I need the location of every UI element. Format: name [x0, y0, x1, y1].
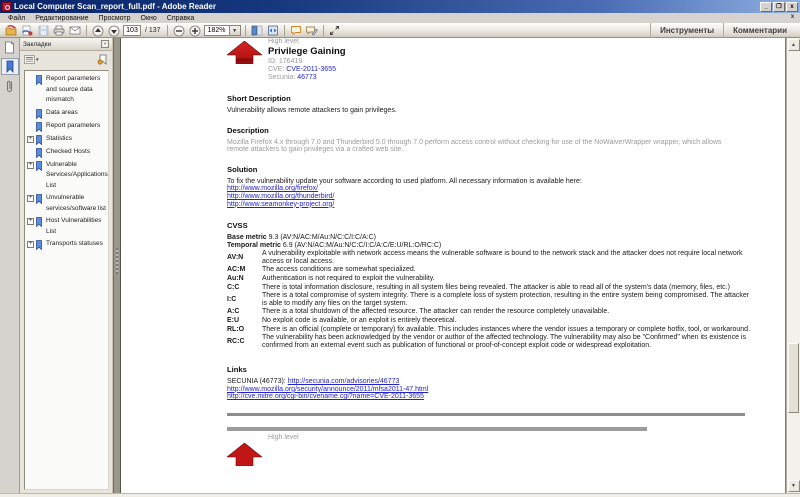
bookmark-item[interactable]	[27, 216, 107, 237]
bookmarks-panel-header	[20, 38, 112, 51]
share-document-icon[interactable]	[20, 24, 34, 37]
title-bar	[0, 0, 800, 13]
bookmark-label: Host Vulnerabilities List	[46, 217, 102, 235]
link-prefix: SECUNIA (46773):	[227, 378, 288, 386]
cvss-metric-row	[227, 250, 752, 265]
metric-code: AV:N	[227, 253, 244, 261]
metric-code: RC:C	[227, 337, 245, 345]
vulnerability-title: Privilege Gaining	[268, 46, 346, 57]
print-icon[interactable]	[52, 24, 66, 37]
bookmarks-tree	[24, 70, 109, 490]
links-list	[227, 378, 752, 401]
next-vulnerability-header	[227, 434, 752, 453]
next-page-icon[interactable]	[107, 24, 121, 37]
description-body: Mozilla Firefox 4.x through 7.0 and Thunderbird 5.0 through 7.0 perform access control without checking for use of the NoWaiverWrapper wrapper, which allows remote attackers to gain privileges via a crafted web site.	[227, 138, 722, 154]
secunia-link[interactable]: 46773	[297, 74, 317, 82]
reference-link-row	[227, 393, 752, 401]
bookmark-item[interactable]	[27, 239, 107, 250]
menu-item[interactable]: Справка	[166, 14, 195, 22]
bookmark-item[interactable]	[27, 193, 107, 214]
reference-link[interactable]: http://cve.mitre.org/cgi-bin/cvename.cgi?name=CVE-2011-3655	[227, 393, 424, 401]
bookmark-icon	[35, 74, 45, 85]
bookmark-label: Unvulnerable services/software list	[46, 194, 106, 212]
bookmark-icon	[35, 193, 45, 204]
metric-description: The access conditions are somewhat specialized.	[262, 266, 416, 274]
vertical-scrollbar[interactable]	[786, 38, 800, 493]
bookmark-label: Report parameters and source data mismatch	[46, 75, 101, 103]
restore-button[interactable]: ❐	[773, 2, 785, 12]
menu-item[interactable]: Редактирование	[35, 14, 89, 22]
cvss-metric-row	[227, 266, 752, 274]
menu-item[interactable]: Окно	[140, 14, 157, 22]
section-divider	[227, 413, 745, 416]
reference-link-row	[227, 386, 752, 394]
metric-description: Authentication is not required to exploit the vulnerability.	[262, 274, 435, 282]
metric-code: E:U	[227, 316, 240, 324]
minimize-button[interactable]: _	[760, 2, 772, 12]
bookmarks-panel-title: Закладки	[23, 40, 52, 48]
cvss-metric-row	[227, 275, 752, 283]
metric-description: There is total information disclosure, resulting in all system files being revealed. The attacker is able to read all of the system's data (memory, files, etc.)	[262, 283, 730, 291]
solution-link[interactable]: http://www.seamonkey-project.org/	[227, 200, 335, 208]
links-heading: Links	[227, 365, 247, 375]
zoom-in-icon[interactable]	[188, 24, 202, 37]
reference-link[interactable]: http://www.mozilla.org/security/announce/2011/mfsa2011-47.html	[227, 385, 429, 393]
cvss-metric-row	[227, 292, 752, 307]
cve-link[interactable]: CVE-2011-3655	[286, 66, 336, 74]
bookmark-icon	[35, 160, 45, 171]
open-file-icon[interactable]	[4, 24, 18, 37]
adobe-reader-icon	[2, 2, 11, 11]
comments-button[interactable]: Комментарии	[733, 26, 787, 35]
solution-heading: Solution	[227, 164, 258, 174]
metric-code: A:C	[227, 308, 240, 316]
main-toolbar	[0, 23, 800, 38]
fullscreen-icon[interactable]	[328, 24, 342, 37]
expander-plus-icon[interactable]	[27, 162, 34, 169]
scrollbar-thumb[interactable]	[788, 343, 799, 413]
window-title: Local Computer Scan_report_full.pdf - Adobe Reader	[14, 2, 216, 11]
tools-button[interactable]: Инструменты	[660, 26, 715, 35]
bookmark-icon	[35, 239, 45, 250]
email-icon[interactable]	[68, 24, 82, 37]
save-icon[interactable]	[36, 24, 50, 37]
short-description-heading: Short Description	[227, 94, 291, 103]
section-divider	[227, 427, 647, 431]
comment-icon[interactable]	[289, 24, 303, 37]
navigation-pane-strip	[0, 38, 20, 493]
bookmark-icon	[35, 134, 45, 145]
base-metric-value: 9.3 (AV:N/AC:M/Au:N/C:C/I:C/A:C)	[266, 234, 376, 242]
cvss-heading: CVSS	[227, 221, 248, 231]
reference-link[interactable]: http://secunia.com/advisories/46773	[287, 378, 400, 386]
metric-description: A vulnerability exploitable with network access means the vulnerable software is bound to the network stack and the attacker does not require local network access or local access.	[262, 250, 743, 265]
solution-link[interactable]: http://www.mozilla.org/thunderbird/	[227, 192, 335, 200]
menu-item[interactable]: Файл	[8, 14, 26, 22]
page-count-label: / 137	[145, 27, 161, 34]
bookmark-item[interactable]	[27, 160, 107, 192]
zoom-dropdown-icon[interactable]: ▼	[230, 25, 241, 36]
expand-current-bookmark-icon[interactable]	[97, 54, 108, 65]
cvss-metric-row	[227, 326, 752, 334]
metric-description: There is a total compromise of system integrity. There is a complete loss of system protection, resulting in the entire system being compromised. The attacker is able to modify any files on the target system.	[262, 292, 750, 307]
metric-code: I:C	[227, 295, 237, 303]
metric-description: There is an official (complete or temporary) fix available. This includes instances where the vendor issues a temporary or complete hotfix, tool, or workaround.	[262, 325, 751, 333]
expander-plus-icon[interactable]	[27, 241, 34, 248]
bookmark-label: Statistics	[46, 134, 73, 142]
bookmark-label: Report parameters	[46, 121, 101, 129]
highlight-comment-icon[interactable]	[305, 24, 319, 37]
solution-links	[227, 185, 752, 208]
metric-code: AC:M	[227, 266, 246, 274]
metric-code: RL:O	[227, 325, 245, 333]
scroll-down-icon[interactable]: ▼	[788, 480, 800, 492]
scrolling-mode-icon[interactable]	[250, 24, 264, 37]
bookmarks-panel-toolbar	[20, 51, 112, 68]
bookmark-item[interactable]	[27, 134, 107, 145]
status-bar	[0, 493, 800, 497]
metric-description: The vulnerability has been acknowledged by the vendor or author of the affected technology. The vulnerability may also be "Confirmed" when its existence is confirmed from an external event such as publication of functional or proof-of-concept exploit code or widespread exploitation.	[262, 334, 746, 349]
page-thumbnails-icon[interactable]	[1, 39, 19, 56]
bookmark-icon	[35, 108, 45, 119]
bookmark-label: Checked Hosts	[46, 147, 91, 155]
menu-bar	[0, 13, 800, 23]
panel-splitter[interactable]	[113, 38, 121, 493]
fit-width-icon[interactable]	[266, 24, 280, 37]
severity-label: High level	[268, 38, 299, 45]
pdf-page	[121, 38, 786, 493]
scroll-up-icon[interactable]: ▲	[788, 39, 800, 51]
cvss-metric-row	[227, 334, 752, 349]
bookmark-item[interactable]	[27, 74, 107, 106]
expander-plus-icon[interactable]	[27, 218, 34, 225]
cvss-metric-row	[227, 284, 752, 292]
metric-description: No exploit code is available, or an exploit is entirely theoretical.	[262, 316, 457, 324]
metric-code: Au:N	[227, 274, 244, 282]
bookmark-label: Data areas	[46, 108, 78, 116]
cve-label: CVE:	[268, 66, 287, 74]
expander-plus-icon[interactable]	[27, 195, 34, 202]
cvss-metric-row	[227, 317, 752, 325]
cvss-metric-row	[227, 308, 752, 316]
metric-code: C:C	[227, 283, 240, 291]
bookmark-options-icon[interactable]	[24, 55, 39, 64]
secunia-label: Secunia:	[268, 74, 298, 82]
bookmark-icon	[35, 216, 45, 227]
bookmark-label: Transports statuses	[46, 240, 103, 247]
close-button[interactable]: x	[786, 2, 798, 12]
base-metric-label: Base metric	[227, 234, 267, 242]
bookmark-icon	[35, 121, 45, 132]
severity-label: High level	[268, 434, 299, 442]
bookmark-item[interactable]	[27, 121, 107, 132]
solution-link[interactable]: http://www.mozilla.org/firefox/	[227, 185, 319, 193]
cvss-metric-list	[227, 250, 752, 349]
bookmark-item[interactable]	[27, 108, 107, 119]
zoom-level-value[interactable]: 182%	[204, 25, 230, 36]
solution-body: To fix the vulnerability update your software according to used platform. All necessary information is available here:	[227, 177, 582, 185]
page-number-input[interactable]	[123, 25, 141, 36]
bookmarks-panel-icon[interactable]	[1, 58, 19, 75]
severity-arrow-icon	[227, 41, 262, 64]
zoom-out-icon[interactable]	[172, 24, 186, 37]
bookmark-label: Vulnerable Services/Applications List	[46, 160, 108, 189]
bookmark-icon	[35, 147, 45, 158]
metric-description: There is a total shutdown of the affected resource. The attacker can render the resource completely unavailable.	[262, 308, 610, 316]
menu-item[interactable]: Просмотр	[98, 14, 131, 22]
attachments-icon[interactable]	[1, 77, 19, 94]
vulnerability-id: ID: 176419	[268, 58, 303, 65]
vulnerability-header	[227, 38, 752, 83]
menu-row-close-icon[interactable]: x	[790, 14, 795, 20]
bookmark-item[interactable]	[27, 147, 107, 158]
panel-hide-icon[interactable]: ▪	[101, 40, 109, 48]
temporal-metric-value: 6.9 (AV:N/AC:M/Au:N/C:C/I:C/A:C/E:U/RL:O/RC:C)	[280, 242, 442, 250]
reference-link-row	[227, 378, 752, 386]
expander-plus-icon[interactable]	[27, 136, 34, 143]
severity-arrow-icon	[227, 443, 262, 466]
vulnerability-title-clipped	[268, 442, 752, 453]
description-heading: Description	[227, 125, 269, 135]
vulnerability-report	[227, 38, 752, 454]
previous-page-icon[interactable]	[91, 24, 105, 37]
temporal-metric-label: Temporal metric	[227, 242, 281, 250]
bookmarks-panel	[20, 38, 113, 493]
short-description-body: Vulnerability allows remote attackers to gain privileges.	[227, 107, 397, 114]
